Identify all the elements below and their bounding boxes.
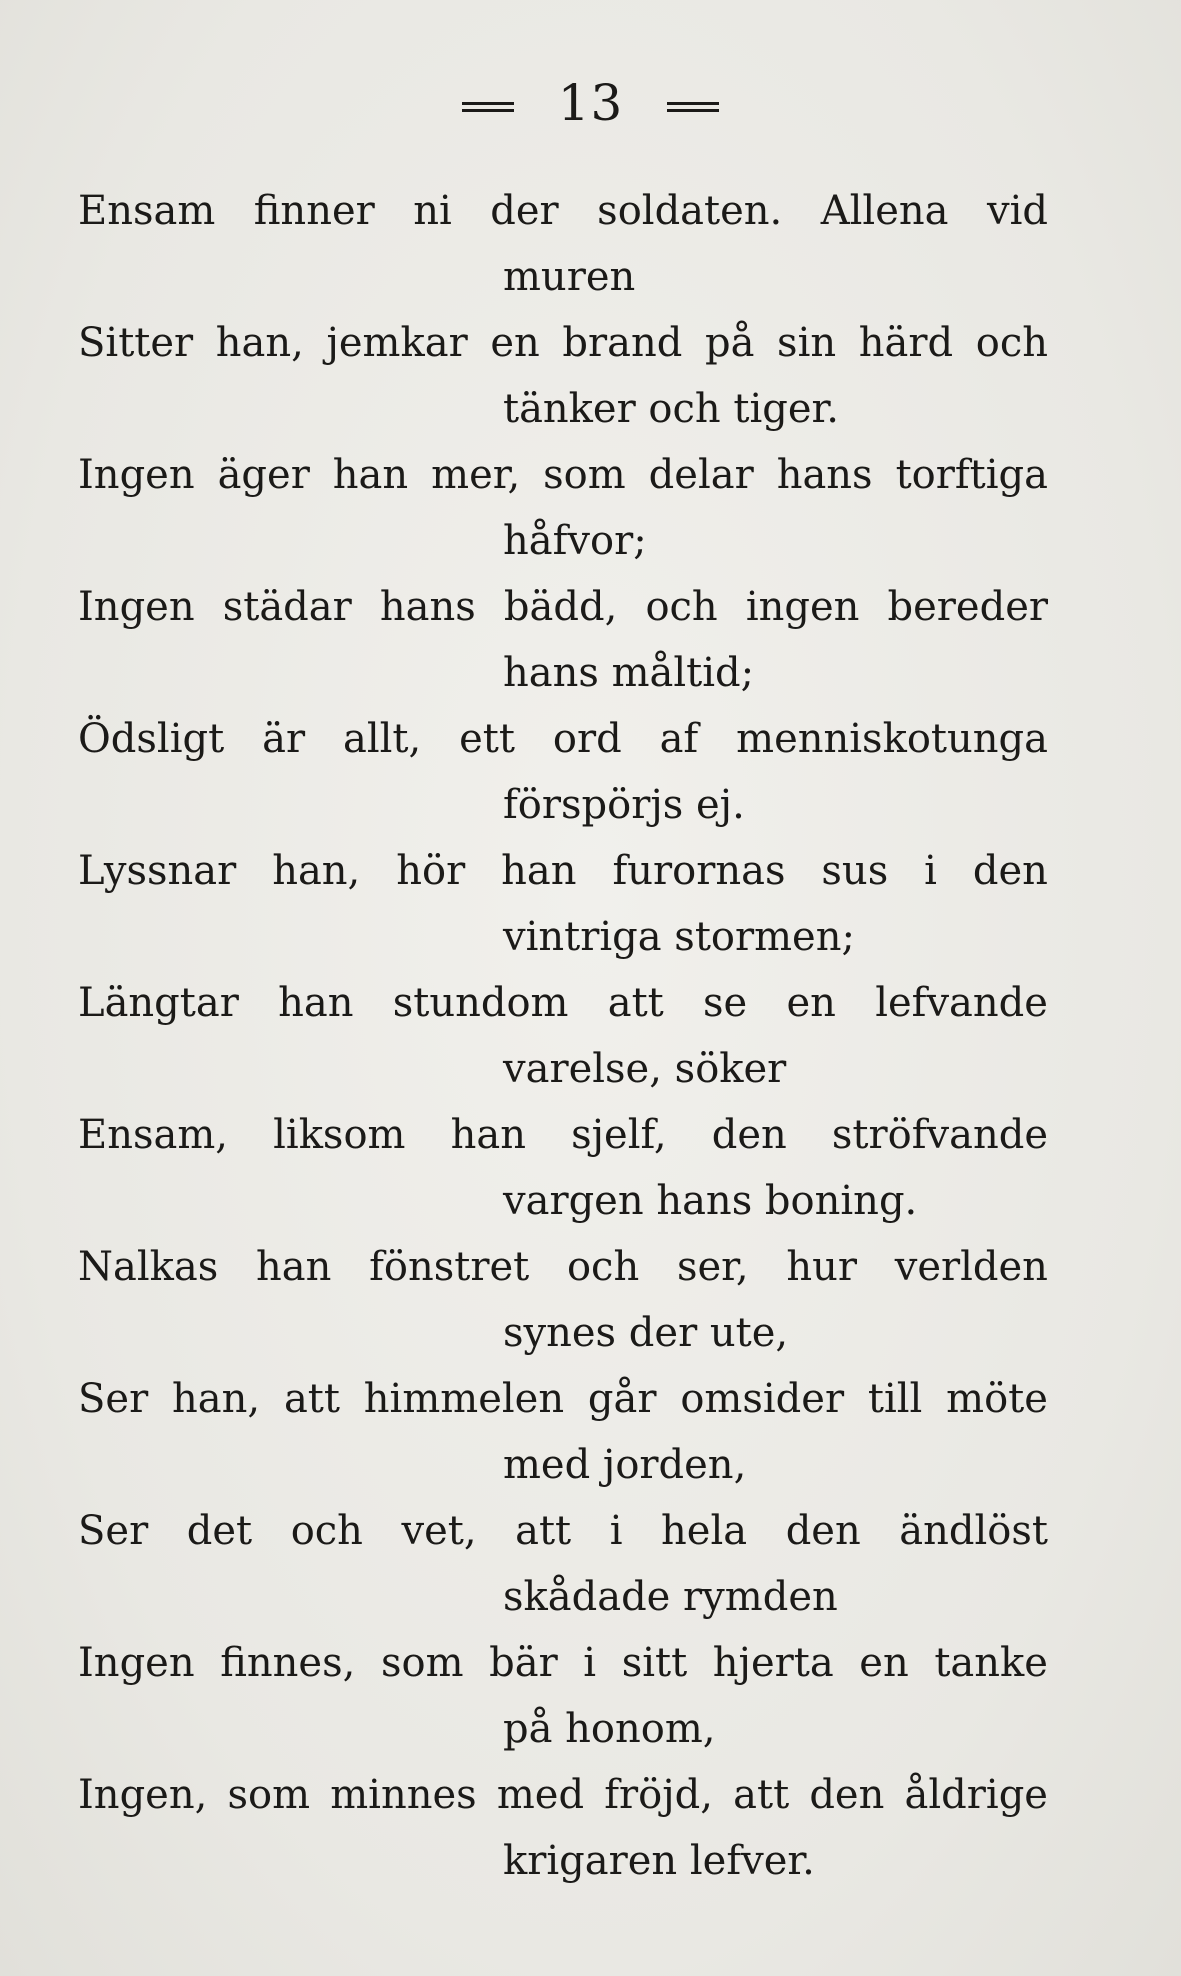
verse-word: hjerta: [712, 1640, 834, 1686]
verse-line: [78, 838, 1048, 904]
verse-word: Ingen: [78, 452, 195, 498]
verse-word: Lyssnar: [78, 848, 237, 894]
verse-line: [78, 1102, 1048, 1168]
verse-word: ni: [413, 188, 452, 234]
verse-word: ord: [552, 716, 622, 762]
verse-word: hans: [776, 452, 873, 498]
verse-word: en: [859, 1640, 909, 1686]
verse-word: sjelf,: [571, 1112, 667, 1158]
verse-word: att: [515, 1508, 572, 1554]
verse-word: går: [587, 1376, 657, 1422]
verse-word: ett: [459, 716, 515, 762]
verse-word: bereder: [887, 584, 1048, 630]
verse-word: hans: [379, 584, 476, 630]
verse-word: till: [867, 1376, 923, 1422]
verse-line-continuation: varelse, söker: [503, 1046, 787, 1092]
verse-word: att: [607, 980, 664, 1026]
verse-line: [78, 1498, 1048, 1564]
verse-word: han,: [272, 848, 361, 894]
verse-word: den: [809, 1772, 885, 1818]
verse-word: brand: [562, 320, 683, 366]
verse-word: den: [972, 848, 1048, 894]
verse-word: Ser: [78, 1508, 149, 1554]
verse-line: [78, 442, 1048, 508]
verse-line-continuation: krigaren lefver.: [503, 1838, 815, 1884]
verse-line-continuation: hans måltid;: [503, 650, 755, 696]
verse-line-continuation: vintriga stormen;: [503, 914, 855, 960]
verse-line-continuation: skådade rymden: [503, 1574, 838, 1620]
poem-text: [78, 178, 1048, 1894]
verse-word: ser,: [676, 1244, 749, 1290]
verse-word: ströfvande: [831, 1112, 1048, 1158]
verse-word: ändlöst: [899, 1508, 1048, 1554]
verse-word: en: [786, 980, 836, 1026]
verse-word: ingen: [745, 584, 860, 630]
verse-word: med: [496, 1772, 585, 1818]
verse-word: och: [566, 1244, 640, 1290]
verse-word: der: [490, 188, 559, 234]
verse-word: vet,: [401, 1508, 477, 1554]
verse-word: Ser: [78, 1376, 149, 1422]
verse-line: [78, 178, 1048, 244]
verse-line: [78, 970, 1048, 1036]
verse-word: omsider: [680, 1376, 845, 1422]
left-dash: [462, 102, 514, 112]
verse-word: i: [924, 848, 937, 894]
verse-line: [78, 1366, 1048, 1432]
verse-word: Längtar: [78, 980, 239, 1026]
verse-word: hur: [786, 1244, 857, 1290]
verse-line-continuation: vargen hans boning.: [503, 1178, 918, 1224]
verse-word: och: [645, 584, 718, 630]
verse-word: är: [262, 716, 306, 762]
verse-line: [78, 1234, 1048, 1300]
verse-line: [78, 574, 1048, 640]
verse-word: att: [733, 1772, 790, 1818]
verse-word: bädd,: [503, 584, 618, 630]
verse-word: Ödsligt: [78, 716, 225, 762]
verse-word: sin: [777, 320, 837, 366]
verse-word: fönstret: [369, 1244, 530, 1290]
verse-word: Sitter: [78, 320, 194, 366]
verse-word: lefvande: [875, 980, 1048, 1026]
verse-word: verlden: [894, 1244, 1048, 1290]
verse-word: allt,: [342, 716, 422, 762]
verse-word: minnes: [330, 1772, 477, 1818]
verse-word: se: [703, 980, 748, 1026]
verse-word: som: [380, 1640, 464, 1686]
verse-word: städar: [222, 584, 352, 630]
page-header: [0, 68, 1181, 138]
verse-word: furornas: [612, 848, 786, 894]
verse-word: på: [704, 320, 755, 366]
verse-word: hela: [661, 1508, 748, 1554]
verse-line: [78, 1762, 1048, 1828]
verse-line-continuation: förspörjs ej.: [503, 782, 745, 828]
verse-word: finner: [253, 188, 375, 234]
verse-word: vid: [986, 188, 1048, 234]
verse-line: [78, 310, 1048, 376]
page-number: 13: [557, 74, 624, 132]
verse-word: som: [227, 1772, 311, 1818]
verse-word: sus: [821, 848, 889, 894]
verse-word: den: [785, 1508, 861, 1554]
verse-word: Ingen: [78, 1640, 195, 1686]
verse-word: menniskotunga: [736, 716, 1048, 762]
verse-word: möte: [946, 1376, 1048, 1422]
verse-word: äger: [217, 452, 310, 498]
verse-word: en: [490, 320, 540, 366]
verse-word: det: [186, 1508, 253, 1554]
verse-word: soldaten.: [597, 188, 783, 234]
verse-word: han: [256, 1244, 332, 1290]
verse-word: jemkar: [326, 320, 468, 366]
verse-word: mer,: [431, 452, 521, 498]
verse-word: den: [711, 1112, 787, 1158]
verse-word: bär: [489, 1640, 558, 1686]
right-dash: [667, 102, 719, 112]
verse-word: af: [659, 716, 699, 762]
verse-word: han: [450, 1112, 526, 1158]
verse-line-continuation: muren: [503, 254, 636, 300]
verse-word: torftiga: [895, 452, 1048, 498]
verse-word: liksom: [273, 1112, 406, 1158]
verse-word: himmelen: [363, 1376, 565, 1422]
verse-word: åldrige: [904, 1772, 1048, 1818]
verse-word: han,: [172, 1376, 261, 1422]
verse-word: sitt: [621, 1640, 688, 1686]
verse-line: [78, 1630, 1048, 1696]
verse-word: att: [283, 1376, 340, 1422]
verse-word: han: [332, 452, 409, 498]
verse-word: härd: [858, 320, 954, 366]
verse-line-continuation: tänker och tiger.: [503, 386, 839, 432]
verse-word: Nalkas: [78, 1244, 219, 1290]
verse-word: stundom: [392, 980, 569, 1026]
verse-word: delar: [648, 452, 754, 498]
verse-word: Ingen,: [78, 1772, 208, 1818]
verse-word: som: [543, 452, 626, 498]
verse-word: finnes,: [220, 1640, 356, 1686]
verse-word: han,: [215, 320, 304, 366]
verse-word: fröjd,: [604, 1772, 713, 1818]
verse-line-continuation: synes der ute,: [503, 1310, 789, 1356]
verse-word: i: [609, 1508, 623, 1554]
verse-word: tanke: [934, 1640, 1048, 1686]
verse-line-continuation: med jorden,: [503, 1442, 747, 1488]
verse-line: [78, 706, 1048, 772]
verse-line-continuation: på honom,: [503, 1706, 716, 1752]
verse-word: Allena: [820, 188, 949, 234]
verse-word: Ingen: [78, 584, 195, 630]
verse-word: Ensam: [78, 188, 216, 234]
verse-line-continuation: håfvor;: [503, 518, 647, 564]
verse-word: Ensam,: [78, 1112, 228, 1158]
verse-word: i: [583, 1640, 597, 1686]
verse-word: han: [501, 848, 577, 894]
verse-word: och: [290, 1508, 363, 1554]
verse-word: han: [278, 980, 354, 1026]
verse-word: hör: [396, 848, 466, 894]
verse-word: och: [975, 320, 1048, 366]
